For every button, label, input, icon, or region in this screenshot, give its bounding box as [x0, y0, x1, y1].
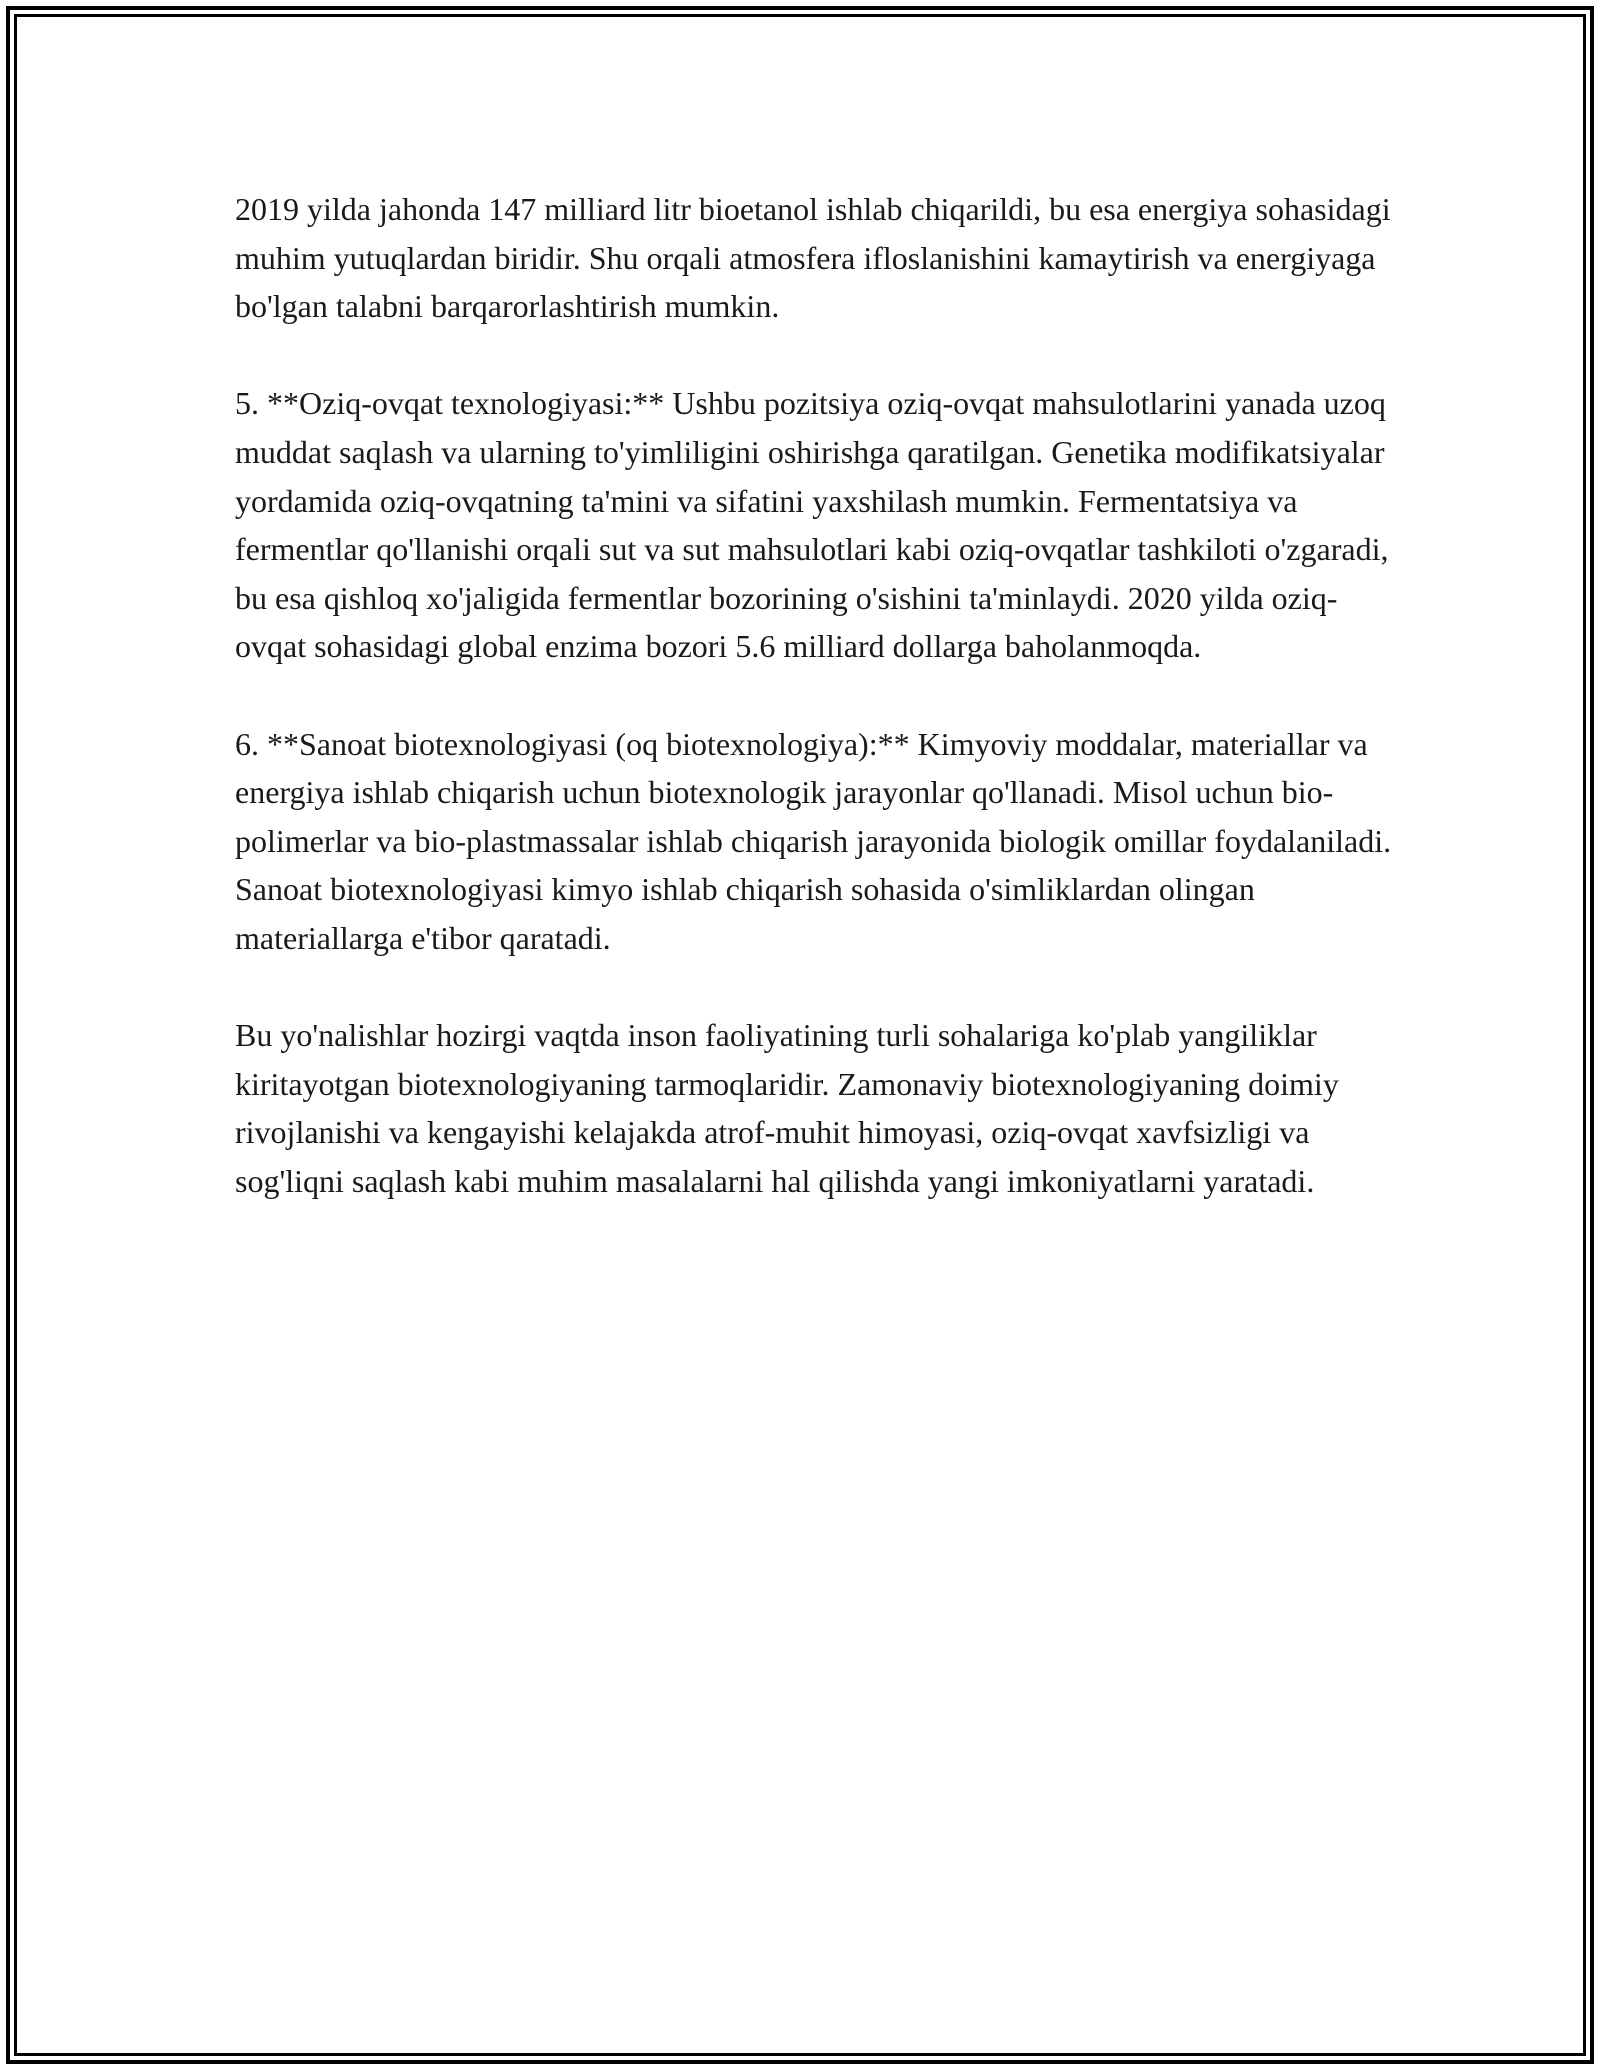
paragraph-bioethanol: 2019 yilda jahonda 147 milliard litr bioetanol ishlab chiqarildi, bu esa energiya sohasidagi muhim yutuqlardan biridir. Shu orqali atmosfera ifloslanishini kamaytirish va energiyaga bo'lgan talabni barqarorlashtirish mumkin.	[235, 191, 1391, 325]
paragraph-industrial-biotechnology: 6. **Sanoat biotexnologiyasi (oq biotexnologiya):** Kimyoviy moddalar, materiallar va energiya ishlab chiqarish uchun biotexnologik jarayonlar qo'llanadi. Misol uchun bio-polimerlar va bio-plastmassalar ishlab chiqarish jarayonida biologik omillar foydalaniladi. Sanoat biotexnologiyasi kimyo ishlab chiqarish sohasida o'simliklardan olingan materiallarga e'tibor qaratadi.	[235, 725, 1392, 956]
paragraph-conclusion: Bu yo'nalishlar hozirgi vaqtda inson faoliyatining turli sohalariga ko'plab yangiliklar kiritayotgan biotexnologiyaning tarmoqlaridir. Zamonaviy biotexnologiyaning doimiy rivojlanishi va kengayishi kelajakda atrof-muhit himoyasi, oziq-ovqat xavfsizligi va sog'liqni saqlash kabi muhim masalalarni hal qilishda yangi imkoniyatlarni yaratadi.	[235, 1017, 1339, 1199]
paragraph-food-technology: 5. **Oziq-ovqat texnologiyasi:** Ushbu pozitsiya oziq-ovqat mahsulotlarini yanada uzoq muddat saqlash va ularning to'yimliligini oshirishga qaratilgan. Genetika modifikatsiyalar yordamida oziq-ovqatning ta'mini va sifatini yaxshilash mumkin. Fermentatsiya va fermentlar qo'llanishi orqali sut va sut mahsulotlari kabi oziq-ovqatlar tashkiloti o'zgaradi, bu esa qishloq xo'jaligida fermentlar bozorining o'sishini ta'minlaydi. 2020 yilda oziq-ovqat sohasidagi global enzima bozori 5.6 milliard dollarga baholanmoqda.	[235, 385, 1389, 665]
document-body	[235, 185, 1395, 1254]
